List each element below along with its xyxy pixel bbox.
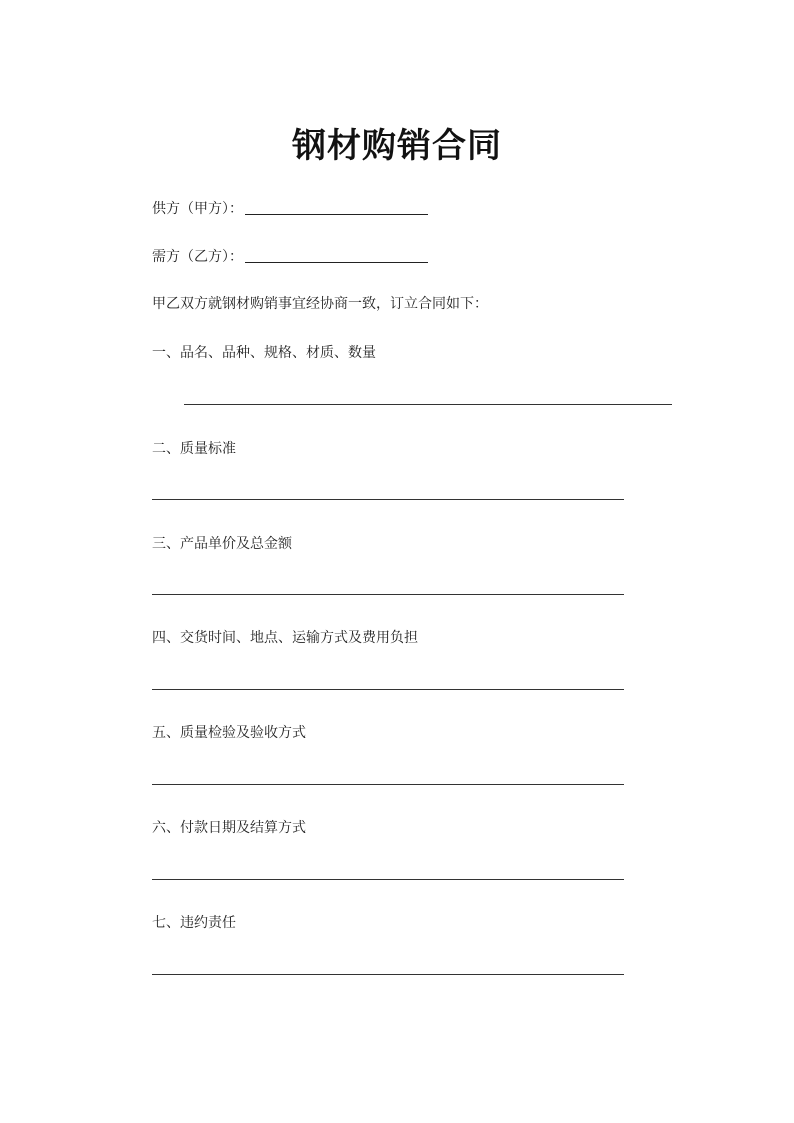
- section-7-heading: 七、违约责任: [152, 915, 236, 931]
- buyer-line: [152, 246, 428, 266]
- section-1-heading: 一、品名、品种、规格、材质、数量: [152, 345, 376, 361]
- section-7-blank: [152, 974, 624, 975]
- section-3-blank: [152, 594, 624, 595]
- section-3-heading: 三、产品单价及总金额: [152, 536, 292, 552]
- supplier-blank: [245, 200, 428, 215]
- buyer-label: 需方（乙方）：: [152, 249, 243, 265]
- section-1-blank: [184, 404, 672, 405]
- section-5-heading: 五、质量检验及验收方式: [152, 725, 306, 741]
- intro-text: 甲乙双方就钢材购销事宜经协商一致，订立合同如下：: [152, 296, 488, 312]
- supplier-label: 供方（甲方）：: [152, 201, 243, 217]
- buyer-blank: [245, 248, 428, 263]
- section-6-blank: [152, 879, 624, 880]
- section-6-heading: 六、付款日期及结算方式: [152, 820, 306, 836]
- section-2-blank: [152, 499, 624, 500]
- supplier-line: [152, 198, 428, 218]
- section-4-heading: 四、交货时间、地点、运输方式及费用负担: [152, 630, 418, 646]
- section-4-blank: [152, 689, 624, 690]
- section-5-blank: [152, 784, 624, 785]
- section-2-heading: 二、质量标准: [152, 441, 236, 457]
- contract-title: 钢材购销合同: [292, 126, 502, 166]
